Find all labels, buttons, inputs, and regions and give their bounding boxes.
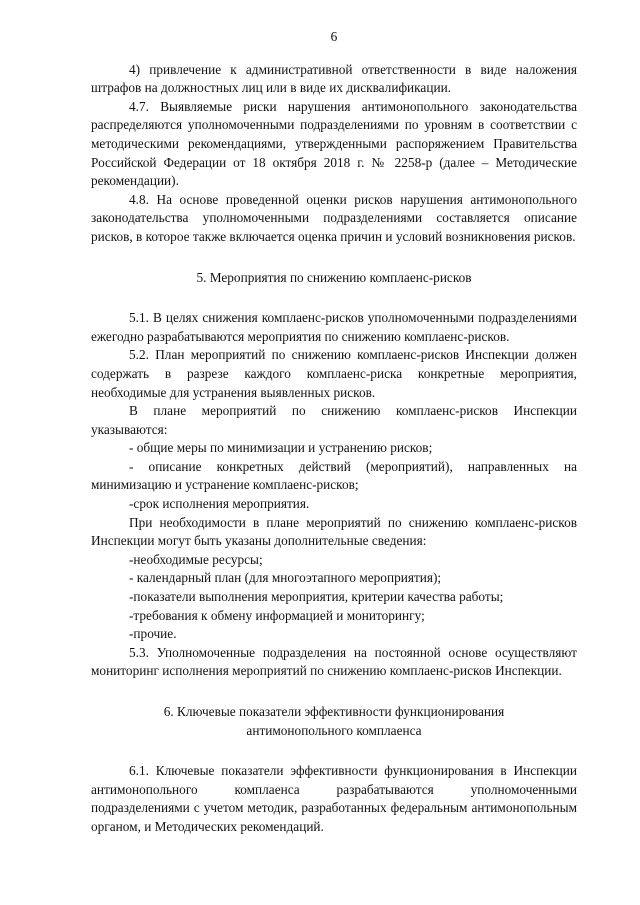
document-page [91, 28, 577, 837]
paragraph: В плане мероприятий по снижению комплаенс-рисков Инспекции указываются: [91, 403, 577, 437]
section-heading-line: 6. Ключевые показатели эффективности функционирования [163, 704, 505, 719]
list-item: -срок исполнения мероприятия. [129, 496, 310, 512]
section-heading [91, 269, 577, 288]
list-item: -требования к обмену информацией и мониторингу; [129, 607, 425, 623]
document-body [91, 61, 577, 837]
list-item: - календарный план (для многоэтапного мероприятия); [129, 570, 442, 586]
paragraph: 6.1. Ключевые показатели эффективности функционирования в Инспекции антимонопольного комплаенса разрабатываются уполномоченными подразделениями с учетом методик, разработанных федеральным антимонопольным органом, и Методических рекомендаций. [91, 763, 577, 834]
paragraph: 5.2. План мероприятий по снижению комплаенс-рисков Инспекции должен содержать в разрезе каждого комплаенс-риска конкретные мероприятия, необходимые для устранения выявленных рисков. [91, 347, 577, 400]
paragraph: 4.7. Выявляемые риски нарушения антимонопольного законодательства распределяются уполномоченными подразделениями по уровням в соответствии с методическими рекомендациями, утвержденными распоряжением Правительства Российской Федерации от 18 октября 2018 г. № 2258-р (далее – Методические рекомендации). [91, 98, 577, 189]
section-heading-line: 5. Мероприятия по снижению комплаенс-рисков [196, 269, 472, 285]
list-item: - описание конкретных действий (мероприятий), направленных на минимизацию и устранение комплаенс-рисков; [91, 458, 577, 493]
paragraph: 5.3. Уполномоченные подразделения на постоянной основе осуществляют мониторинг исполнения мероприятий по снижению комплаенс-рисков Инспекции. [91, 644, 577, 679]
list-item: -необходимые ресурсы; [129, 551, 263, 567]
paragraph: При необходимости в плане мероприятий по снижению комплаенс-рисков Инспекции могут быть указаны дополнительные сведения: [91, 514, 577, 549]
paragraph: 5.1. В целях снижения комплаенс-рисков уполномоченными подразделениями ежегодно разрабатываются мероприятия по снижению комплаенс-рисков. [91, 310, 577, 344]
list-item: -прочие. [129, 626, 177, 642]
list-item: - общие меры по минимизации и устранению рисков; [129, 440, 433, 456]
page-number: 6 [330, 29, 338, 44]
paragraph: 4.8. На основе проведенной оценки рисков нарушения антимонопольного законодательства уполномоченными подразделениями составляется описание рисков, в которое также включается оценка причин и условий возникновения рисков. [91, 191, 577, 244]
paragraph: 4) привлечение к административной ответственности в виде наложения штрафов на должностных лиц или в виде их дисквалификации. [91, 61, 577, 96]
section-heading-line: антимонопольного комплаенса [246, 722, 422, 738]
section-heading [91, 703, 577, 740]
list-item: -показатели выполнения мероприятия, критерии качества работы; [129, 589, 504, 605]
